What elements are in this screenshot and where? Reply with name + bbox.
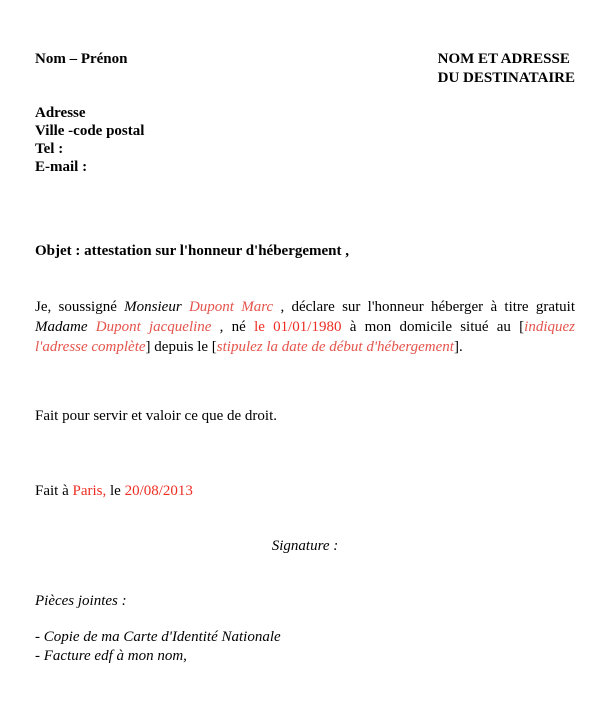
place-date-line — [35, 482, 575, 501]
text-segment: Paris, — [72, 483, 107, 499]
text-segment: le 01/01/1980 — [254, 319, 342, 335]
attachments-list — [35, 628, 575, 666]
sender-city-line: Ville -code postal — [35, 123, 145, 139]
signature-label: Signature : — [271, 538, 339, 554]
text-segment: Madame — [35, 319, 88, 335]
text-segment: Monsieur — [124, 299, 182, 315]
recipient-line-1: NOM ET ADRESSE — [437, 51, 570, 67]
text-segment: 20/08/2013 — [124, 483, 193, 499]
text-segment: , né — [211, 319, 255, 335]
letter-document — [0, 50, 609, 722]
text-segment: Dupont Marc — [188, 299, 274, 315]
sender-contact-block — [35, 104, 575, 176]
recipient-address-block — [438, 50, 575, 88]
text-segment: Fait à — [35, 483, 73, 499]
text-segment: Je, soussigné — [35, 299, 125, 315]
attachment-item: - Facture edf à mon nom, — [35, 648, 187, 664]
sender-address-line: Adresse — [35, 105, 86, 121]
text-segment: ]. — [453, 339, 463, 355]
text-segment: stipulez la date de début d'hébergement — [216, 339, 454, 355]
subject-line: Objet : attestation sur l'honneur d'hébergement , — [35, 243, 350, 259]
text-segment: Dupont jacqueline — [95, 319, 212, 335]
attachments-title: Pièces jointes : — [35, 593, 127, 609]
recipient-line-2: DU DESTINATAIRE — [437, 70, 575, 86]
text-segment: , déclare sur l'honneur héberger à titre gratuit — [273, 299, 576, 315]
sender-phone-line: Tel : — [35, 141, 64, 157]
text-segment — [88, 319, 96, 335]
text-segment: indiquez l'adresse complète — [35, 319, 575, 355]
letter-header — [35, 50, 575, 88]
text-segment: le — [106, 483, 125, 499]
sender-name: Nom – Prénon — [35, 51, 128, 67]
attachment-item: - Copie de ma Carte d'Identité Nationale — [35, 629, 281, 645]
body-paragraph — [35, 297, 575, 357]
sender-email-line: E-mail : — [35, 159, 88, 175]
text-segment: à mon domicile situé au [ — [341, 319, 525, 335]
validity-line: Fait pour servir et valoir ce que de droit. — [35, 408, 278, 424]
text-segment: ] depuis le [ — [145, 339, 217, 355]
text-segment — [182, 299, 189, 315]
